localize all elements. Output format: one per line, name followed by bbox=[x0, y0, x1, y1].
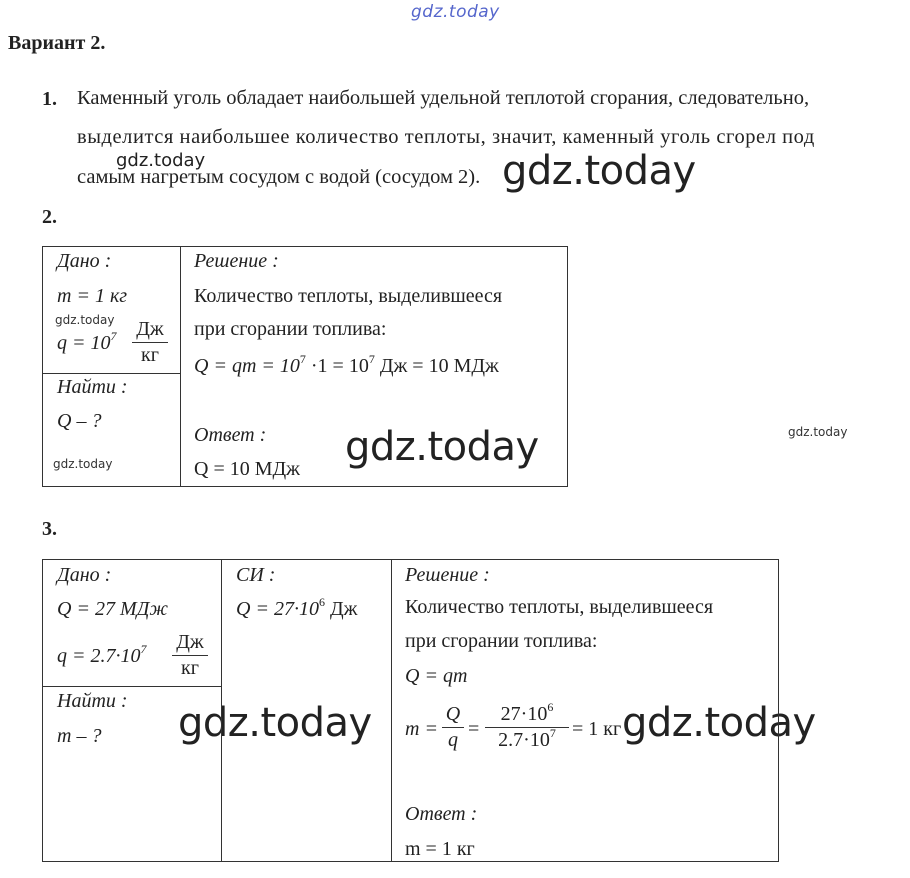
divider bbox=[221, 559, 222, 861]
task1-number: 1. bbox=[42, 88, 57, 110]
formula: Q = qm bbox=[405, 665, 468, 687]
answer-label: Ответ : bbox=[405, 803, 478, 825]
find-value: Q – ? bbox=[57, 410, 102, 432]
find-value: m – ? bbox=[57, 725, 102, 747]
solution-label: Решение : bbox=[194, 250, 279, 272]
equals-sign: = bbox=[468, 718, 480, 740]
si-value: $Q = 27\cdot 10^6$ Дж bbox=[236, 595, 358, 620]
watermark: gdz.today bbox=[53, 457, 113, 471]
watermark: gdz.today bbox=[178, 700, 372, 746]
given-q: $q = 2.7\cdot 10^7$ bbox=[57, 642, 147, 667]
task1-line1: Каменный уголь обладает наибольшей удельной теплотой сгорания, следовательно, bbox=[77, 87, 810, 109]
watermark: gdz.today bbox=[788, 425, 848, 439]
watermark: gdz.today bbox=[345, 424, 539, 470]
divider bbox=[180, 246, 181, 486]
find-label: Найти : bbox=[57, 376, 128, 398]
task3-number: 3. bbox=[42, 518, 57, 540]
given-heat: Q = 27 МДж bbox=[57, 598, 168, 620]
watermark: gdz.today bbox=[55, 313, 115, 327]
watermark: gdz.today bbox=[116, 150, 206, 171]
divider bbox=[42, 686, 222, 687]
answer-value: Q = 10 МДж bbox=[194, 458, 300, 480]
formula-lhs: m = bbox=[405, 718, 438, 740]
solution-line: при сгорании топлива: bbox=[405, 630, 598, 652]
formula-result: = 1 кг bbox=[572, 718, 622, 740]
given-mass: m = 1 кг bbox=[57, 285, 128, 307]
given-label: Дано : bbox=[57, 250, 112, 272]
task1-line2: выделится наибольшее количество теплоты, значит, каменный уголь сгорел под bbox=[77, 126, 815, 148]
given-q: $q = 10^7$ bbox=[57, 329, 117, 354]
divider bbox=[42, 373, 181, 374]
find-label: Найти : bbox=[57, 690, 128, 712]
solution-line: при сгорании топлива: bbox=[194, 318, 387, 340]
watermark: gdz.today bbox=[502, 148, 696, 194]
formula: Q = qm = $10^7 \cdot 1 = 10^7$ Дж = 10 МДж bbox=[194, 352, 499, 377]
answer-value: m = 1 кг bbox=[405, 838, 475, 860]
unit-fraction: Дж кг bbox=[132, 318, 168, 367]
given-label: Дано : bbox=[57, 564, 112, 586]
answer-label: Ответ : bbox=[194, 424, 267, 446]
task1-line3: самым нагретым сосудом с водой (сосудом 2). bbox=[77, 166, 481, 188]
page-title: Вариант 2. bbox=[8, 32, 106, 54]
fraction-q: Q q bbox=[442, 703, 464, 752]
divider bbox=[391, 559, 392, 861]
solution-label: Решение : bbox=[405, 564, 490, 586]
solution-line: Количество теплоты, выделившееся bbox=[194, 285, 503, 307]
unit-fraction: Дж кг bbox=[172, 631, 208, 680]
watermark: gdz.today bbox=[622, 700, 816, 746]
task2-number: 2. bbox=[42, 206, 57, 228]
solution-line: Количество теплоты, выделившееся bbox=[405, 596, 714, 618]
si-label: СИ : bbox=[236, 564, 276, 586]
fraction-values: $27\cdot 10^6$ $2.7\cdot 10^7$ bbox=[485, 703, 569, 752]
watermark-top: gdz.today bbox=[411, 2, 500, 22]
